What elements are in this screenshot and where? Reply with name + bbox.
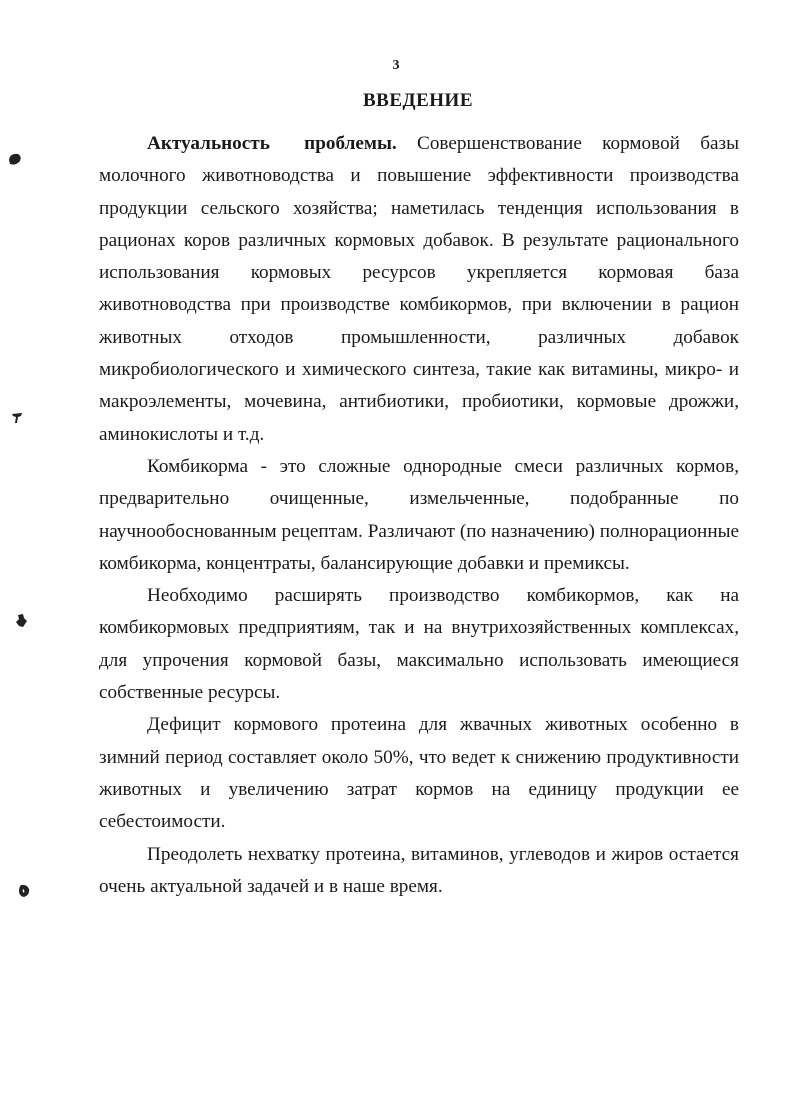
paragraph-lead: Актуальность проблемы. bbox=[147, 133, 397, 154]
scan-mark-icon bbox=[14, 612, 28, 630]
body-text bbox=[99, 128, 739, 903]
paragraph-production: Необходимо расширять производство комбикормов, как на комбикормовых предприятиям, так и на внутрихозяйственных комплексах, для упрочения кормовой базы, максимально использовать имеющиеся собственные ресурсы. bbox=[99, 585, 739, 704]
paragraph-compound-feed: Комбикорма - это сложные однородные смеси различных кормов, предварительно очищенные, измельченные, подобранные по научнообоснованным рецептам. Различают (по назначению) полнорационные комбикорма, концентраты, балансирующие добавки и премиксы. bbox=[99, 455, 739, 574]
scan-mark-icon bbox=[10, 410, 24, 426]
paragraph-protein-deficit: Дефицит кормового протеина для жвачных животных особенно в зимний период составляет около 50%, что ведет к снижению продуктивности животных и увеличению затрат кормов на единицу продукции ее себестоимости. bbox=[99, 714, 739, 833]
scan-mark-icon bbox=[16, 882, 32, 900]
page-title: ВВЕДЕНИЕ bbox=[363, 90, 473, 111]
scan-mark-icon bbox=[6, 150, 24, 168]
paragraph-relevance bbox=[99, 128, 739, 451]
page-number: 3 bbox=[392, 58, 400, 73]
paragraph-text: Совершенствование кормовой базы молочного животноводства и повышение эффективности производства продукции сельского хозяйства; наметилась тенденция использования в рационах коров различных кормовых добавок. В результате рационального использования кормовых ресурсов укрепляется кормовая база животноводства при производстве комбикормов, при включении в рацион животных отходов промышленности, различных добавок микробиологического и химического синтеза, такие как витамины, микро- и макроэлементы, мочевина, антибиотики, пробиотики, кормовые дрожжи, аминокислоты и т.д. bbox=[99, 133, 739, 445]
paragraph-conclusion: Преодолеть нехватку протеина, витаминов, углеводов и жиров остается очень актуальной задачей и в наше время. bbox=[99, 843, 739, 897]
